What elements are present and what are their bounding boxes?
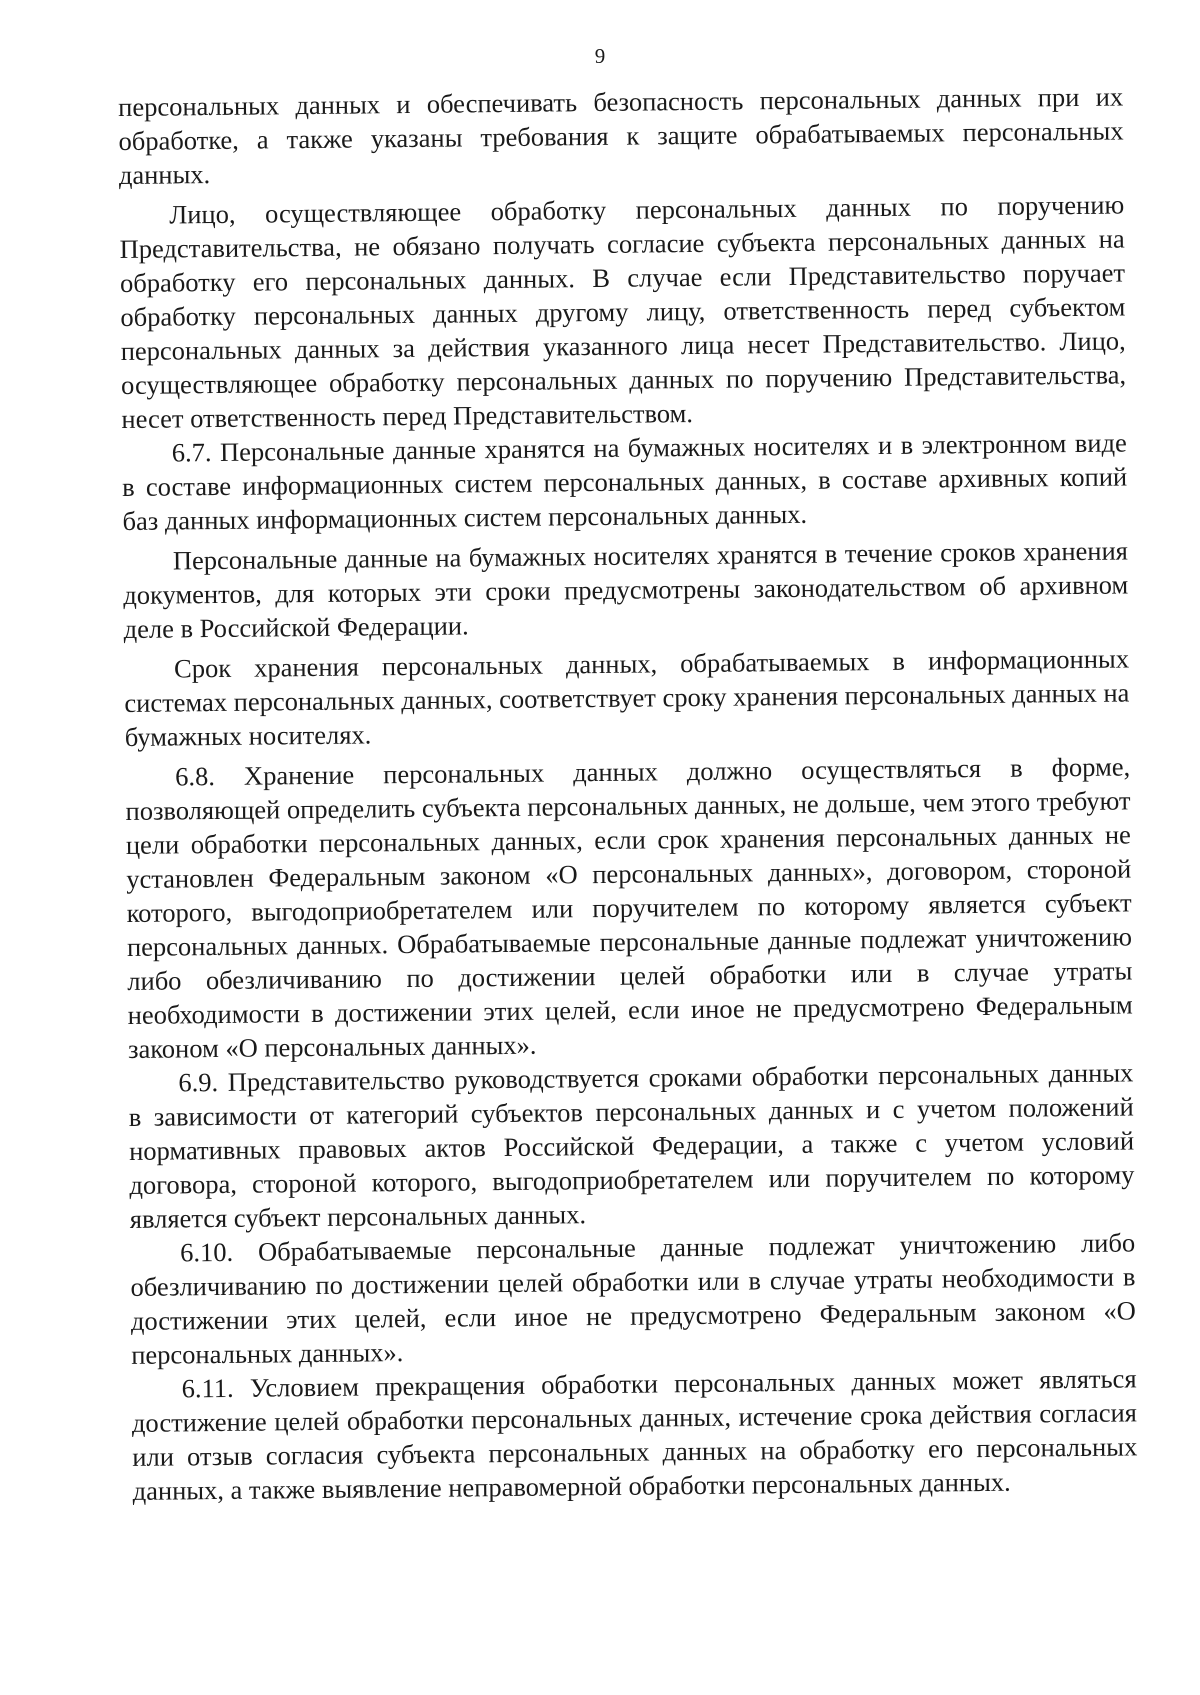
- paragraph-6-7: 6.7. Персональные данные хранятся на бумажных носителях и в электронном виде в составе информационных систем персональных данных, в составе архивных копий баз данных информационных систем персональных данных.: [122, 427, 1128, 536]
- paragraph-continuation: персональных данных и обеспечивать безопасность персональных данных при их обработке, а также указаны требования к защите обрабатываемых персональных данных.: [118, 81, 1124, 190]
- paragraph-processing-by-third-party: Лицо, осуществляющее обработку персональных данных по поручению Представительства, не обязано получать согласие субъекта персональных данных на обработку его персональных данных. В случае если Представительство поручает обработку персональных данных другому лицу, ответственность перед субъектом персональных данных за действия указанного лица несет Представительство. Лицо, осуществляющее обработку персональных данных по поручению Представительства, несет ответственность перед Представительством.: [119, 189, 1127, 434]
- paragraph-storage-term: Срок хранения персональных данных, обрабатываемых в информационных системах персональных данных, соответствует сроку хранения персональных данных на бумажных носителях.: [124, 643, 1130, 752]
- paragraph-6-9: 6.9. Представительство руководствуется сроками обработки персональных данных в зависимости от категорий субъектов персональных данных и с учетом положений нормативных правовых актов Российской Федерации, а также с учетом условий договора, стороной которого, выгодоприобретателем или поручителем по которому является субъект персональных данных.: [128, 1057, 1135, 1234]
- document-body: [118, 79, 1138, 1507]
- paragraph-6-8: 6.8. Хранение персональных данных должно осуществляться в форме, позволяющей определить субъекта персональных данных, не дольше, чем этого требуют цели обработки персональных данных, если срок хранения персональных данных не установлен Федеральным законом «О персональных данных», договором, стороной которого, выгодоприобретателем или поручителем по которому является субъект персональных данных. Обрабатываемые персональные данные подлежат уничтожению либо обезличиванию по достижении целей обработки или в случае утраты необходимости в достижении этих целей, если иное не предусмотрено Федеральным законом «О персональных данных».: [125, 751, 1133, 1064]
- paragraph-paper-storage: Персональные данные на бумажных носителях хранятся в течение сроков хранения документов, для которых эти сроки предусмотрены законодательством об архивном деле в Российской Федерации.: [123, 535, 1129, 644]
- paragraph-6-11: 6.11. Условием прекращения обработки персональных данных может являться достижение целей обработки персональных данных, истечение срока действия согласия или отзыв согласия субъекта персональных данных на обработку его персональных данных, а также выявление неправомерной обработки персональных данных.: [131, 1363, 1138, 1506]
- paragraph-6-10: 6.10. Обрабатываемые персональные данные подлежат уничтожению либо обезличиванию по достижении целей обработки или в случае утраты необходимости в достижении этих целей, если иное не предусмотрено Федеральным законом «О персональных данных».: [130, 1227, 1136, 1370]
- page-number: 9: [594, 44, 606, 68]
